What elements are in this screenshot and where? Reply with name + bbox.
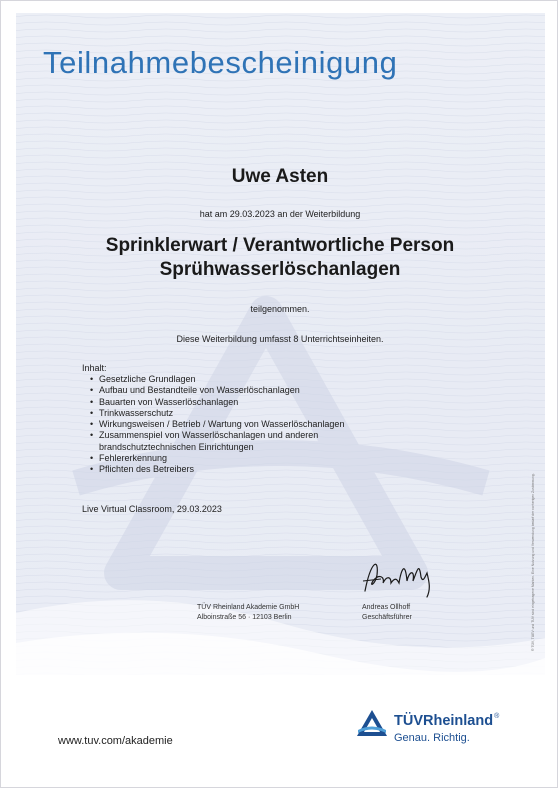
signer-name: Andreas Ollhoff [362,604,411,611]
contents-label: Inhalt: [82,363,107,373]
signer-block [362,603,412,623]
course-title-line-2: Sprühwasserlöschanlagen [159,259,401,280]
issuer-organization: TÜV Rheinland Akademie GmbH [197,604,300,611]
list-item-text: brandschutztechnischen Einrichtungen [99,441,254,452]
issuer-block [197,603,299,623]
list-item [90,385,344,396]
participated-text: teilgenommen. [250,304,310,314]
signer-role: Geschäftsführer [362,614,412,621]
tuv-triangle-logo-icon [355,708,389,738]
trademark-note-text: ® TÜV, TUEV und TUV sind eingetragene Marken. Eine Nutzung und Verwendung bedarf der vorherigen Zustimmung. [531,473,535,651]
registered-mark: ® [494,713,500,720]
attendance-line: hat am 29.03.2023 an der Weiterbildung [199,209,361,219]
list-item [90,408,344,419]
list-item [90,397,344,408]
list-item [90,464,344,475]
list-item-text: Zusammenspiel von Wasserlöschanlagen und anderen [99,430,319,441]
issuer-address: Alboinstraße 56 · 12103 Berlin [197,614,292,621]
course-title-line-1: Sprinklerwart / Verantwortliche Person [105,235,455,256]
website-url: www.tuv.com/akademie [58,735,173,747]
certificate-title: Teilnahmebescheinigung [43,45,398,80]
list-item-text: Pflichten des Betreibers [99,464,195,475]
venue-and-date: Live Virtual Classroom, 29.03.2023 [82,504,222,514]
list-item [90,430,344,441]
list-item-text: Trinkwasserschutz [99,407,174,418]
list-item-text: Aufbau und Bestandteile von Wasserlöschanlagen [99,385,300,396]
list-item-text: Bauarten von Wasserlöschanlagen [99,396,239,407]
bullet: • [90,396,94,407]
brand-wordmark [394,713,499,729]
list-item [90,419,344,430]
training-scope: Diese Weiterbildung umfasst 8 Unterrichtseinheiten. [176,334,384,344]
list-item-text: Wirkungsweisen / Betrieb / Wartung von Wasserlöschanlagen [99,419,345,430]
bullet: • [90,419,94,430]
bullet: • [90,385,94,396]
bullet: • [90,453,94,464]
handwritten-signature [361,551,441,601]
contents-list [90,374,344,476]
bullet: • [90,430,94,441]
bullet: • [90,374,94,384]
brand-name: TÜVRheinland [394,713,494,729]
trademark-side-note [531,351,539,651]
brand-tagline: Genau. Richtig. [394,732,470,744]
list-item [90,374,344,385]
bullet: • [90,407,94,418]
list-item [90,453,344,464]
certificate-background-panel [16,13,545,675]
participant-name: Uwe Asten [231,166,329,187]
list-item-text: Fehlererkennung [99,453,168,464]
list-item-continuation [90,442,344,453]
course-title [1,234,558,282]
bullet: • [90,464,94,475]
list-item-text: Gesetzliche Grundlagen [99,374,196,384]
wave-pattern-background [16,13,545,675]
